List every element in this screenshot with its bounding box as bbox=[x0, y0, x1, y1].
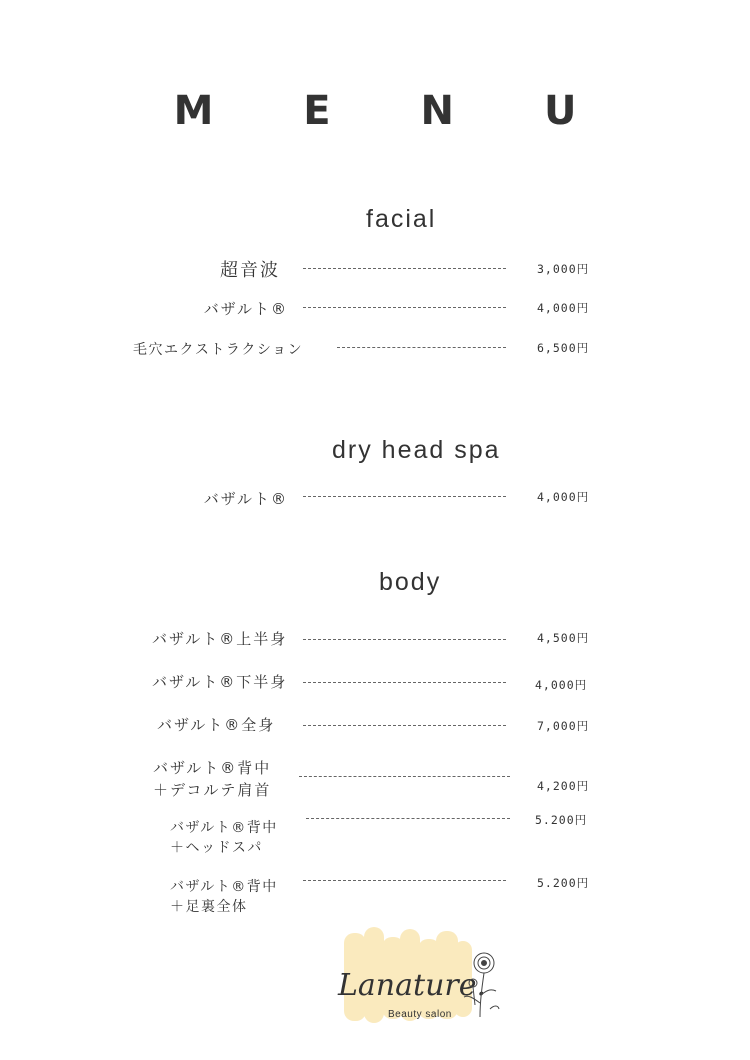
leader-line bbox=[306, 818, 510, 819]
body-item-name-line2: ＋ヘッドスパ bbox=[170, 840, 263, 856]
head-spa-item-price: 4,000円 bbox=[537, 490, 590, 504]
leader-line bbox=[299, 776, 510, 777]
logo-watercolor-background bbox=[330, 925, 500, 1030]
body-item-name: バザルト®下半身 bbox=[152, 673, 288, 691]
facial-item-price: 4,000円 bbox=[537, 301, 590, 315]
body-item-name-line2: ＋デコルテ肩首 bbox=[153, 781, 272, 799]
body-item-price: 5.200円 bbox=[535, 813, 588, 827]
body-item-name-line1: バザルト®背中 bbox=[153, 759, 272, 777]
facial-item-price: 6,500円 bbox=[537, 341, 590, 355]
facial-item-name: 毛穴エクストラクション bbox=[133, 342, 304, 358]
leader-line bbox=[303, 268, 506, 269]
body-item-name-line1: バザルト®背中 bbox=[170, 820, 278, 836]
body-item-price: 4,500円 bbox=[537, 631, 590, 645]
body-item-price: 4,000円 bbox=[535, 678, 588, 692]
salon-logo bbox=[330, 925, 500, 1030]
body-item-price: 7,000円 bbox=[537, 719, 590, 733]
brand-subtitle: Beauty salon bbox=[388, 1009, 452, 1020]
leader-line bbox=[337, 347, 506, 348]
body-item-price: 4,200円 bbox=[537, 779, 590, 793]
leader-line bbox=[303, 307, 506, 308]
body-item-price: 5.200円 bbox=[537, 876, 590, 890]
section-heading-facial: facial bbox=[366, 205, 437, 233]
body-item-name: バザルト®全身 bbox=[157, 716, 276, 734]
leader-line bbox=[303, 725, 506, 726]
leader-line bbox=[303, 880, 506, 881]
menu-title: M E N U bbox=[173, 88, 615, 134]
brand-name: Lanature. bbox=[338, 968, 487, 1003]
facial-item-name: バザルト® bbox=[203, 300, 288, 318]
facial-item-name: 超音波 bbox=[220, 260, 280, 281]
head-spa-item-name: バザルト® bbox=[203, 490, 288, 508]
leader-line bbox=[303, 496, 506, 497]
body-item-name: バザルト®上半身 bbox=[152, 630, 288, 648]
section-heading-dry-head-spa: dry head spa bbox=[332, 436, 501, 464]
facial-item-price: 3,000円 bbox=[537, 262, 590, 276]
section-heading-body: body bbox=[379, 568, 442, 596]
body-item-name-line2: ＋足裏全体 bbox=[170, 899, 248, 915]
leader-line bbox=[303, 682, 506, 683]
leader-line bbox=[303, 639, 506, 640]
body-item-name-line1: バザルト®背中 bbox=[170, 879, 278, 895]
